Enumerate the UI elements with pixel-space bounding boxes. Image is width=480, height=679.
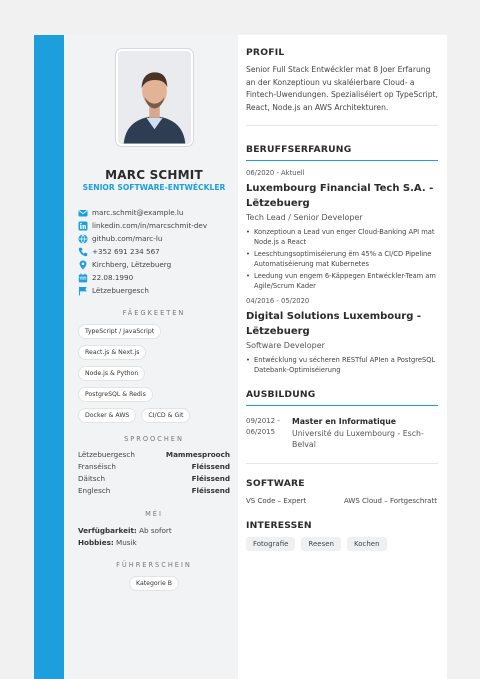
contact-phone-text: +352 691 234 567 xyxy=(92,247,160,256)
hobbies-label: Hobbies: xyxy=(78,538,114,547)
email-icon xyxy=(78,208,88,218)
education-heading: AUSBILDUNG xyxy=(246,389,438,406)
education-degree: Master en Informatique xyxy=(292,417,397,426)
contact-phone[interactable] xyxy=(78,245,230,258)
phone-icon xyxy=(78,247,88,257)
education-date-start: 09/2012 - xyxy=(246,417,280,425)
skill-chip: PostgreSQL & Redis xyxy=(78,387,153,402)
location-icon xyxy=(78,260,88,270)
license-chip: Kategorie B xyxy=(129,576,179,591)
language-level: Fléissend xyxy=(191,486,230,495)
experience-date: 06/2020 - Aktuell xyxy=(246,169,305,177)
software-list xyxy=(246,496,438,507)
experience-bullet: • Leeschtungsoptimiséierung ëm 45% a CI/CD Pipeline Automatiséierung mat Kubernetes xyxy=(246,249,438,269)
resume-page xyxy=(34,35,447,679)
availability-label: Verfügbarkeit: xyxy=(78,526,137,535)
education-university: Université du Luxembourg - Esch-Belval xyxy=(292,428,424,449)
calendar-icon xyxy=(78,273,88,283)
software-item: VS Code – Expert xyxy=(246,496,307,505)
skill-chip: TypeScript / JavaScript xyxy=(78,324,161,339)
portrait-image xyxy=(118,51,191,144)
contact-linkedin-text: linkedin.com/in/marcschmit-dev xyxy=(92,221,208,230)
experience-bullets xyxy=(246,227,438,291)
hobbies-row xyxy=(78,537,230,549)
language-row xyxy=(78,486,230,498)
more-info xyxy=(78,525,230,549)
experience-company: Digital Solutions Luxembourg - Lëtzebuerg xyxy=(246,311,422,337)
contact-nationality xyxy=(78,284,230,297)
software-heading: SOFTWARE xyxy=(246,477,305,489)
job-title: SENIOR SOFTWARE-ENTWÉCKLER xyxy=(82,183,226,192)
contact-birthdate xyxy=(78,271,230,284)
contact-github[interactable] xyxy=(78,232,230,245)
contact-email[interactable] xyxy=(78,206,230,219)
education-date-end: 06/2015 xyxy=(246,428,276,436)
language-name: Franséisch xyxy=(78,462,116,471)
interest-tag: Reesen xyxy=(301,537,341,551)
language-name: Lëtzebuergesch xyxy=(78,450,135,459)
skill-chip: Node.js & Python xyxy=(78,366,145,381)
interests-list xyxy=(246,537,438,551)
github-icon xyxy=(78,234,88,244)
experience-bullet: • Konzeptioun a Lead vun enger Cloud-Banking API mat Node.js a React xyxy=(246,227,438,247)
contact-email-text: marc.schmit@example.lu xyxy=(92,208,184,217)
education-details xyxy=(292,416,438,451)
sidebar xyxy=(64,35,238,679)
language-name: Däitsch xyxy=(78,474,106,483)
skill-chip: CI/CD & Git xyxy=(141,408,190,423)
profile-heading: PROFIL xyxy=(246,47,285,58)
software-item: AWS Cloud – Fortgeschratt xyxy=(344,496,437,505)
language-level: Fléissend xyxy=(191,474,230,483)
more-heading: MÉI xyxy=(145,510,163,518)
interest-tag: Kochen xyxy=(347,537,387,551)
interests-heading: INTERESSEN xyxy=(246,520,312,531)
contact-location xyxy=(78,258,230,271)
contact-github-text: github.com/marc-lu xyxy=(92,234,163,243)
hobbies-value: Musik xyxy=(116,538,137,547)
contact-nationality-text: Lëtzebuergesch xyxy=(92,286,149,295)
contact-linkedin[interactable] xyxy=(78,219,230,232)
main-content xyxy=(246,47,438,551)
divider xyxy=(246,463,438,464)
flag-icon xyxy=(78,286,88,296)
experience-company: Luxembourg Financial Tech S.A. - Lëtzebuerg xyxy=(246,183,434,209)
experience-item xyxy=(246,297,438,375)
profile-photo xyxy=(116,49,193,146)
education-date xyxy=(246,416,292,451)
profile-summary: Senior Full Stack Entwéckler mat 8 Joer Erfarung an der Konzeptioun vu skaléierbare Cloud- a Fintech-Uwendungen. Spezialiséiert op TypeScript, React, Node.js an AWS Architekturen. xyxy=(246,65,438,112)
language-level: Mammesprooch xyxy=(165,450,230,459)
experience-role: Software Developer xyxy=(246,341,325,350)
languages-heading: SPROOCHEN xyxy=(124,435,184,443)
education-item xyxy=(246,416,438,451)
contact-birthdate-text: 22.08.1990 xyxy=(92,273,134,282)
linkedin-icon xyxy=(78,221,88,231)
experience-role: Tech Lead / Senior Developer xyxy=(246,213,363,222)
experience-heading: BERUFFSERFARUNG xyxy=(246,144,438,161)
skill-chip: React.js & Next.js xyxy=(78,345,146,360)
experience-item xyxy=(246,169,438,291)
interest-tag: Fotografie xyxy=(246,537,295,551)
language-name: Englesch xyxy=(78,486,111,495)
accent-bar xyxy=(34,35,64,679)
skills-list xyxy=(78,324,230,423)
experience-bullets xyxy=(246,355,438,375)
language-row xyxy=(78,450,230,462)
person-name: MARC SCHMIT xyxy=(105,168,203,182)
experience-bullet: • Leedung vun engem 6-Käppegen Entwéckler-Team am Agile/Scrum Kader xyxy=(246,271,438,291)
skills-heading: FÄEGKEETEN xyxy=(122,309,186,317)
language-level: Fléissend xyxy=(191,462,230,471)
language-row xyxy=(78,462,230,474)
divider xyxy=(246,125,438,126)
availability-value: Ab sofort xyxy=(139,526,172,535)
languages-list xyxy=(78,450,230,498)
contact-list xyxy=(78,206,230,297)
license-heading: FÜHRERSCHEIN xyxy=(116,561,192,569)
language-row xyxy=(78,474,230,486)
experience-bullet: • Entwécklung vu sécheren RESTful APIen a PostgreSQL Datebank-Optimiséierung xyxy=(246,355,438,375)
experience-date: 04/2016 - 05/2020 xyxy=(246,297,310,305)
skill-chip: Docker & AWS xyxy=(78,408,136,423)
availability-row xyxy=(78,525,230,537)
contact-location-text: Kirchberg, Lëtzebuerg xyxy=(92,260,172,269)
